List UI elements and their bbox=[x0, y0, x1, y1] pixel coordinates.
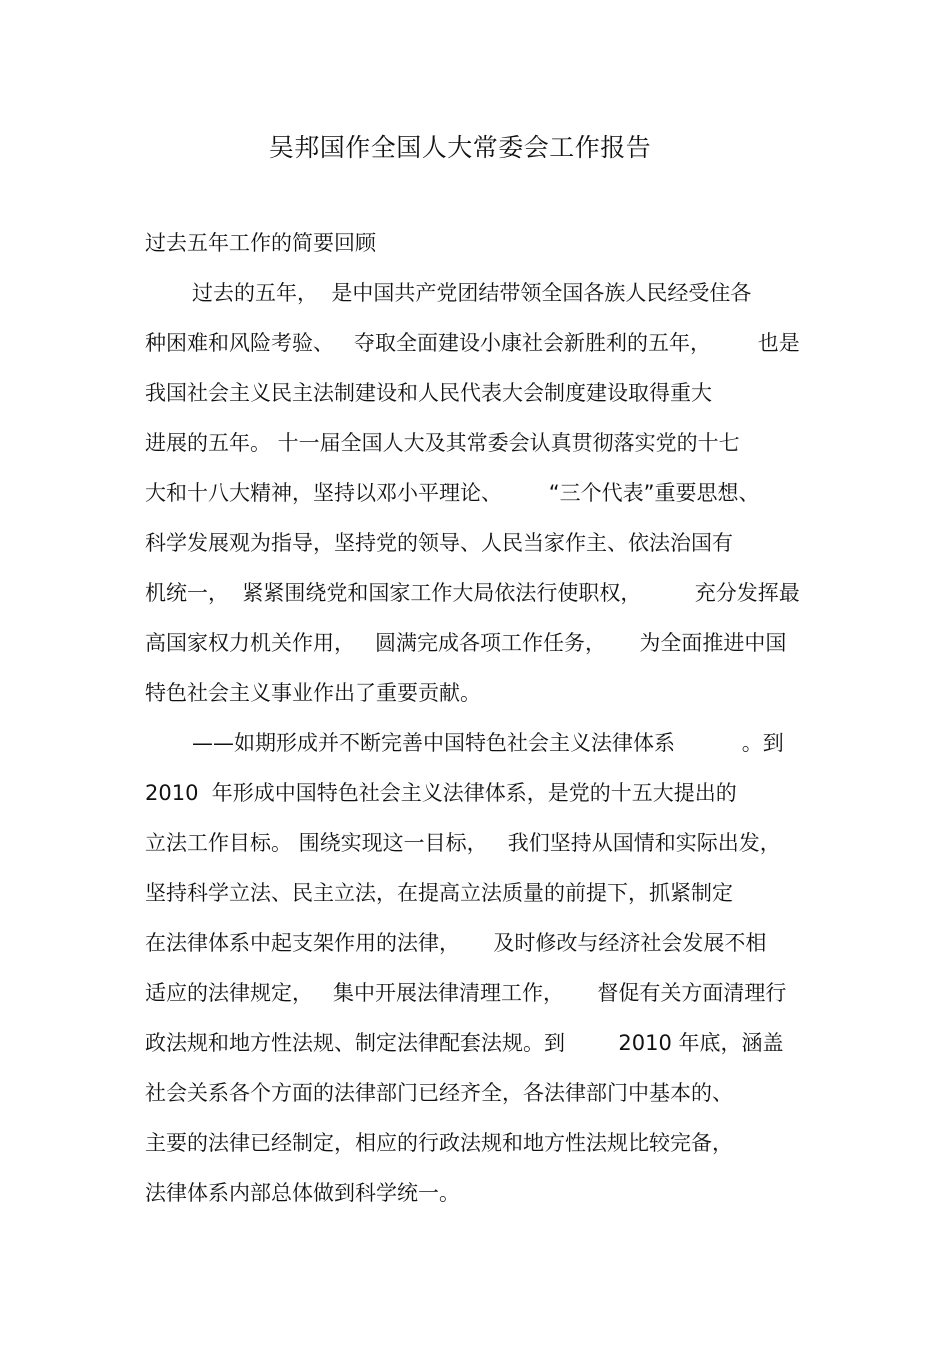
paragraph-line: 过去的五年， 是中国共产党团结带领全国各族人民经受住各 bbox=[192, 281, 752, 305]
paragraph-legal-system bbox=[145, 718, 815, 1218]
paragraph-line: 科学发展观为指导，坚持党的领导、人民当家作主、依法治国有 bbox=[145, 531, 733, 555]
section-heading: 过去五年工作的简要回顾 bbox=[145, 231, 376, 255]
paragraph-line: 2010 年形成中国特色社会主义法律体系，是党的十五大提出的 bbox=[145, 781, 737, 805]
paragraph-line: 适应的法律规定， 集中开展法律清理工作， 督促有关方面清理行 bbox=[145, 981, 787, 1005]
paragraph-line: 立法工作目标。 围绕实现这一目标， 我们坚持从国情和实际出发， bbox=[145, 831, 781, 855]
paragraph-line: 特色社会主义事业作出了重要贡献。 bbox=[145, 681, 481, 705]
paragraph-line: 在法律体系中起支架作用的法律， 及时修改与经济社会发展不相 bbox=[145, 931, 767, 955]
paragraph-line: 社会关系各个方面的法律部门已经齐全，各法律部门中基本的、 bbox=[145, 1081, 733, 1105]
paragraph-line: 法律体系内部总体做到科学统一。 bbox=[145, 1181, 460, 1205]
paragraph-line: 机统一， 紧紧围绕党和国家工作大局依法行使职权， 充分发挥最 bbox=[145, 581, 800, 605]
paragraph-line: 坚持科学立法、民主立法，在提高立法质量的前提下，抓紧制定 bbox=[145, 881, 733, 905]
paragraph-line: ——如期形成并不断完善中国特色社会主义法律体系 。到 bbox=[192, 731, 784, 755]
paragraph-line: 我国社会主义民主法制建设和人民代表大会制度建设取得重大 bbox=[145, 381, 712, 405]
paragraph-review-intro bbox=[145, 268, 815, 718]
paragraph-line: 高国家权力机关作用， 圆满完成各项工作任务， 为全面推进中国 bbox=[145, 631, 787, 655]
document-body bbox=[145, 218, 815, 1218]
paragraph-line: 大和十八大精神，坚持以邓小平理论、 “三个代表”重要思想、 bbox=[145, 481, 760, 505]
document-title: 吴邦国作全国人大常委会工作报告 bbox=[268, 133, 652, 162]
paragraph-line: 种困难和风险考验、 夺取全面建设小康社会新胜利的五年， 也是 bbox=[145, 331, 800, 355]
paragraph-line: 政法规和地方性法规、制定法律配套法规。到 2010 年底，涵盖 bbox=[145, 1031, 784, 1055]
paragraph-line: 主要的法律已经制定，相应的行政法规和地方性法规比较完备， bbox=[145, 1131, 733, 1155]
paragraph-line: 进展的五年。 十一届全国人大及其常委会认真贯彻落实党的十七 bbox=[145, 431, 740, 455]
